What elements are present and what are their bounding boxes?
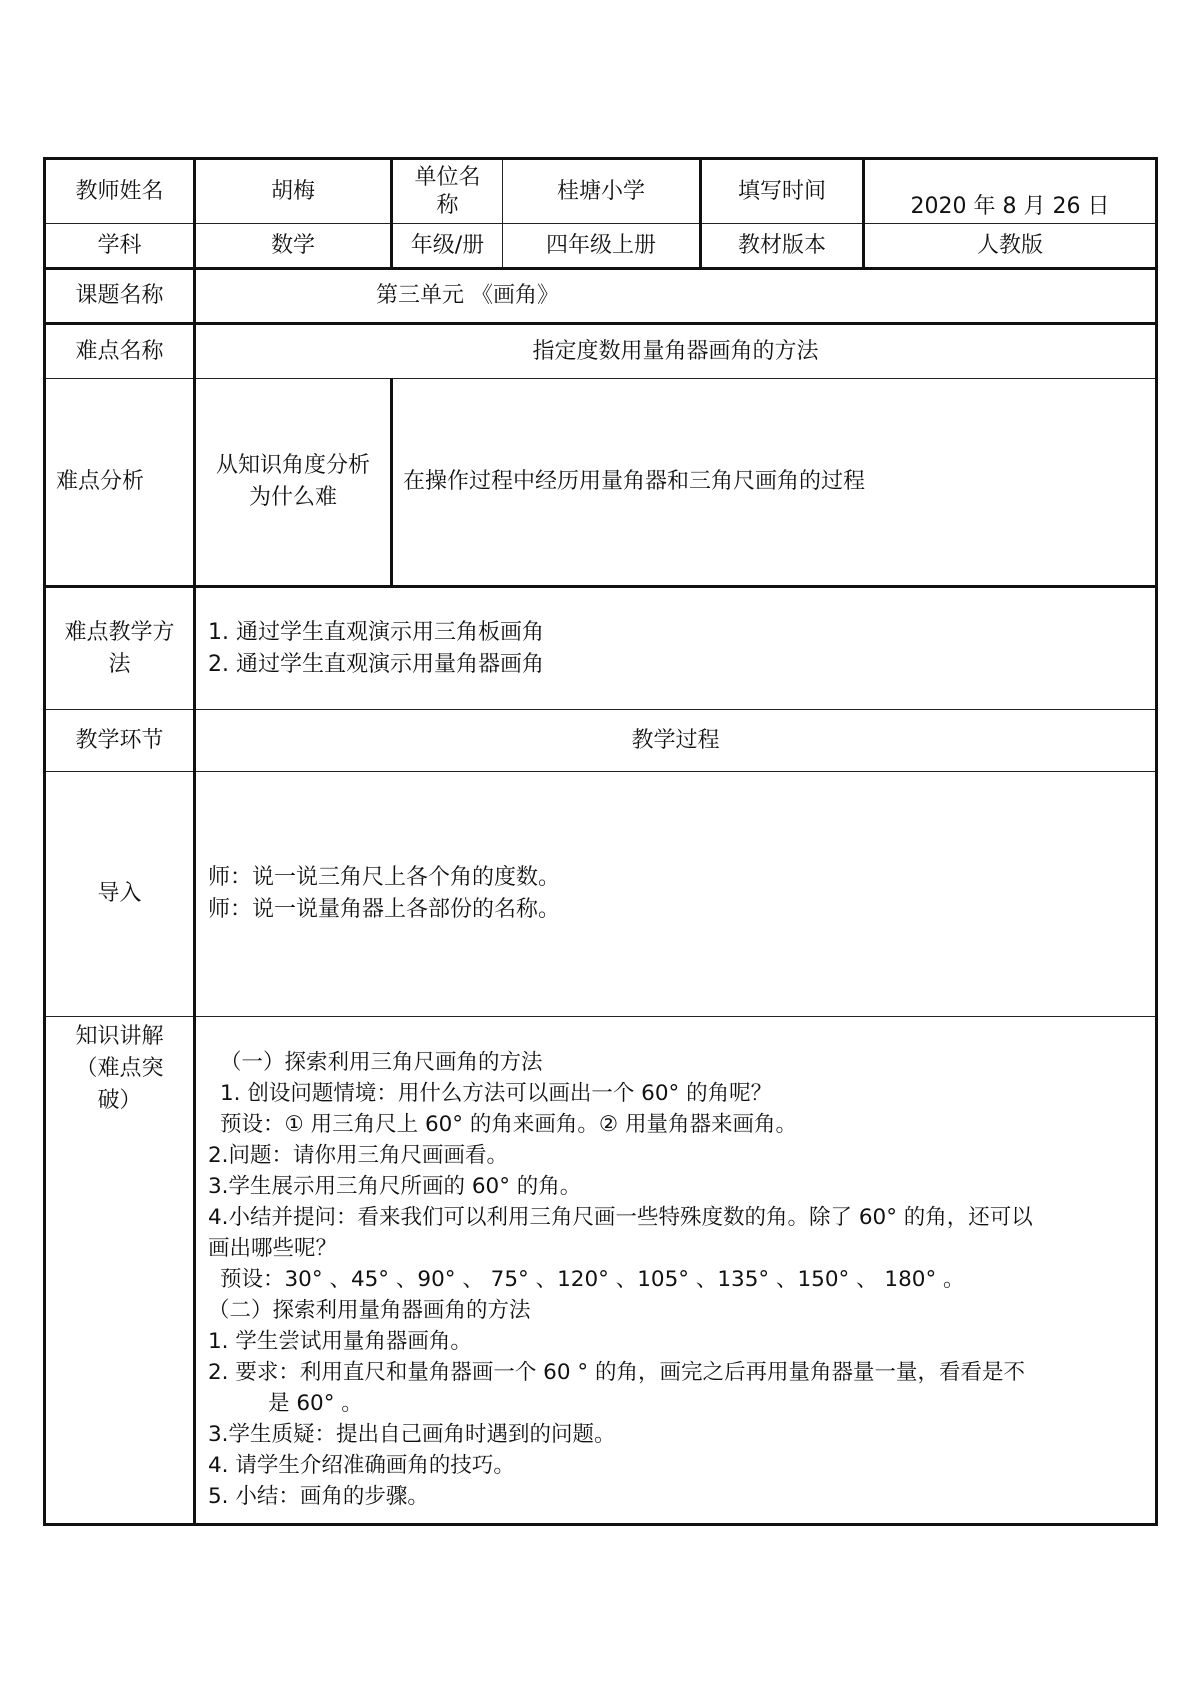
method-item: 1. 通过学生直观演示用三角板画角 bbox=[208, 619, 544, 645]
explain-line: （二）探索利用量角器画角的方法 bbox=[208, 1298, 531, 1323]
explain-line: 1. 学生尝试用量角器画角。 bbox=[208, 1329, 472, 1354]
lesson-plan-table bbox=[43, 157, 1158, 1526]
header-row-2 bbox=[45, 224, 1157, 269]
subject-label: 学科 bbox=[45, 224, 195, 269]
analysis-row bbox=[45, 379, 1157, 587]
teacher-label: 教师姓名 bbox=[45, 159, 195, 224]
intro-content bbox=[195, 772, 1157, 1017]
process-header-row bbox=[45, 710, 1157, 772]
explain-line: 2.问题：请你用三角尺画画看。 bbox=[208, 1143, 509, 1168]
difficulty-value: 指定度数用量角器画角的方法 bbox=[195, 324, 1157, 379]
edition-value: 人教版 bbox=[864, 224, 1157, 269]
explain-content bbox=[195, 1017, 1157, 1525]
explain-line: 预设：① 用三角尺上 60° 的角来画角。② 用量角器来画角。 bbox=[220, 1112, 797, 1137]
intro-row bbox=[45, 772, 1157, 1017]
explain-row bbox=[45, 1017, 1157, 1525]
lesson-plan-sheet bbox=[43, 157, 1155, 1526]
date-label: 填写时间 bbox=[701, 159, 864, 224]
explain-label: 知识讲解（难点突破） bbox=[45, 1017, 195, 1525]
process-stage-label: 教学环节 bbox=[45, 710, 195, 772]
topic-label: 课题名称 bbox=[45, 269, 195, 324]
grade-label: 年级/册 bbox=[392, 224, 503, 269]
grade-value: 四年级上册 bbox=[503, 224, 701, 269]
method-label: 难点教学方法 bbox=[45, 587, 195, 710]
unit-label: 单位名称 bbox=[392, 159, 503, 224]
process-label: 教学过程 bbox=[195, 710, 1157, 772]
intro-label: 导入 bbox=[45, 772, 195, 1017]
explain-line: 3.学生展示用三角尺所画的 60° 的角。 bbox=[208, 1174, 582, 1199]
explain-line: （一）探索利用三角尺画角的方法 bbox=[220, 1050, 543, 1075]
analysis-label: 难点分析 bbox=[45, 379, 195, 587]
topic-row bbox=[45, 269, 1157, 324]
topic-value: 第三单元 《画角》 bbox=[195, 269, 1157, 324]
explain-line: 5. 小结：画角的步骤。 bbox=[208, 1484, 429, 1509]
difficulty-label: 难点名称 bbox=[45, 324, 195, 379]
explain-line: 1. 创设问题情境：用什么方法可以画出一个 60° 的角呢？ bbox=[220, 1081, 773, 1106]
edition-label: 教材版本 bbox=[701, 224, 864, 269]
explain-line: 2. 要求：利用直尺和量角器画一个 60 ° 的角，画完之后再用量角器量一量，看看是不 bbox=[208, 1360, 1025, 1385]
explain-line: 画出哪些呢？ bbox=[208, 1236, 338, 1261]
explain-line: 4.小结并提问：看来我们可以利用三角尺画一些特殊度数的角。除了 60° 的角，还可以 bbox=[208, 1205, 1033, 1230]
explain-line: 预设：30° 、45° 、90° 、 75° 、120° 、105° 、135° 、150° 、 180° 。 bbox=[220, 1267, 965, 1292]
method-row bbox=[45, 587, 1157, 710]
explain-line: 3.学生质疑：提出自己画角时遇到的问题。 bbox=[208, 1422, 616, 1447]
intro-line: 师：说一说三角尺上各个角的度数。 bbox=[208, 865, 561, 890]
analysis-sublabel: 从知识角度分析为什么难 bbox=[195, 379, 392, 587]
teacher-name: 胡梅 bbox=[195, 159, 392, 224]
date-value: 2020 年 8 月 26 日 bbox=[864, 159, 1157, 224]
explain-line: 是 60° 。 bbox=[268, 1391, 363, 1416]
unit-name: 桂塘小学 bbox=[503, 159, 701, 224]
header-row-1 bbox=[45, 159, 1157, 224]
difficulty-row bbox=[45, 324, 1157, 379]
method-item: 2. 通过学生直观演示用量角器画角 bbox=[208, 651, 544, 677]
intro-line: 师：说一说量角器上各部份的名称。 bbox=[208, 897, 561, 922]
method-items bbox=[195, 587, 1157, 710]
explain-line: 4. 请学生介绍准确画角的技巧。 bbox=[208, 1453, 515, 1478]
subject-value: 数学 bbox=[195, 224, 392, 269]
analysis-value: 在操作过程中经历用量角器和三角尺画角的过程 bbox=[392, 379, 1157, 587]
